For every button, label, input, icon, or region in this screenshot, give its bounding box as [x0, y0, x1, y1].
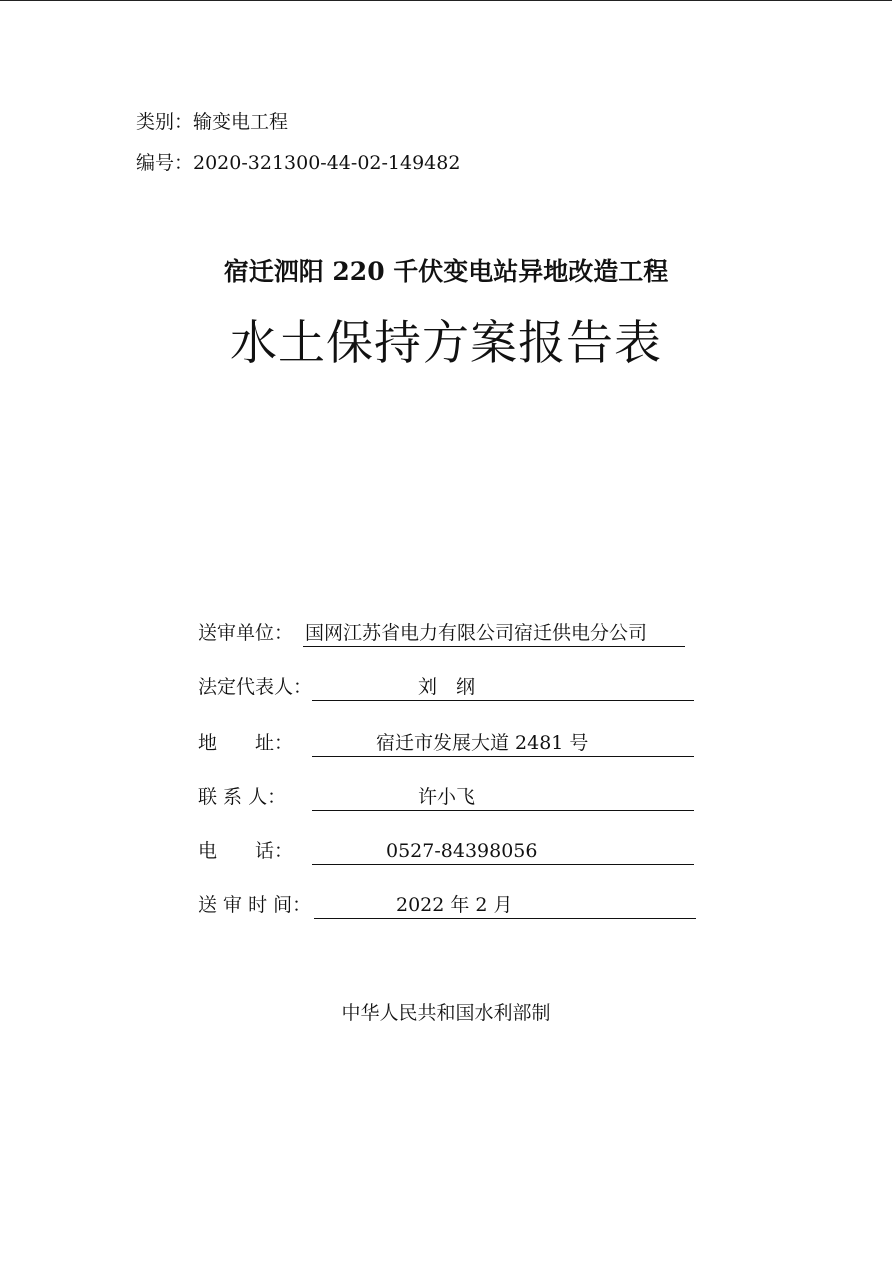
submitter-value-line — [303, 620, 685, 647]
phone-value-line — [312, 838, 694, 865]
submitter-value: 国网江苏省电力有限公司宿迁供电分公司 — [305, 622, 648, 644]
number-line: 编号：2020-321300-44-02-149482 — [136, 152, 461, 174]
date-value-line — [314, 892, 696, 919]
address-value-line — [312, 730, 694, 757]
report-title: 水土保持方案报告表 — [230, 316, 662, 371]
contact-value-line — [312, 784, 694, 811]
date-label: 送 审 时 间： — [198, 894, 312, 916]
legal-rep-label: 法定代表人： — [198, 676, 313, 698]
address-label: 地 址： — [198, 732, 294, 754]
address-value: 宿迁市发展大道 2481 号 — [376, 732, 589, 754]
project-title: 宿迁泗阳 220 千伏变电站异地改造工程 — [223, 257, 669, 286]
date-value: 2022 年 2 月 — [396, 894, 513, 916]
issuer-line: 中华人民共和国水利部制 — [341, 1002, 551, 1024]
legal-rep-value-line — [312, 674, 694, 701]
contact-label: 联 系 人： — [198, 786, 287, 808]
legal-rep-value: 刘 纲 — [418, 676, 476, 698]
phone-value: 0527-84398056 — [386, 840, 538, 862]
category-line: 类别：输变电工程 — [136, 111, 289, 133]
submitter-label: 送审单位： — [198, 622, 294, 644]
top-border-line — [0, 0, 892, 1]
contact-value: 许小飞 — [418, 786, 476, 808]
phone-label: 电 话： — [198, 840, 294, 862]
